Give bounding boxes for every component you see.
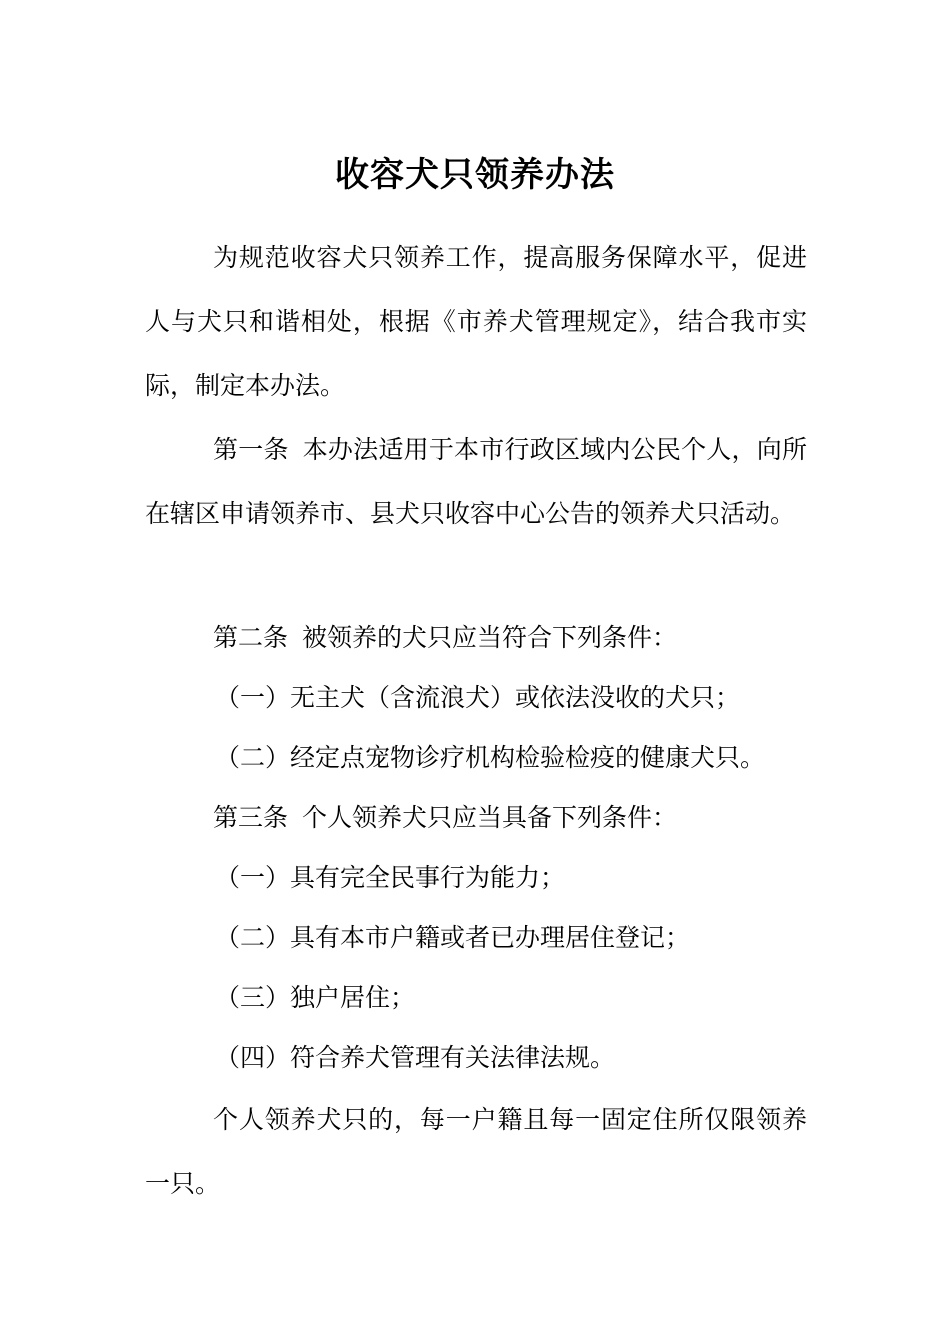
article-3-item-1: （一）具有完全民事行为能力； bbox=[215, 863, 566, 892]
article-2-text: 被领养的犬只应当符合下列条件： bbox=[302, 623, 678, 652]
article-2-item-2: （二）经定点宠物诊疗机构检验检疫的健康犬只。 bbox=[215, 743, 766, 772]
article-3-item-3: （三）独户居住； bbox=[215, 983, 416, 1012]
article-3-text: 个人领养犬只应当具备下列条件： bbox=[302, 803, 678, 832]
article-3-item-4: （四）符合养犬管理有关法律法规。 bbox=[215, 1043, 616, 1072]
preamble-paragraph: 为规范收容犬只领养工作，提高服务保障水平，促进人与犬只和谐相处，根据《市养犬管理规定》，结合我市实际，制定本办法。 bbox=[145, 243, 807, 400]
article-1-text: 本办法适用于本市行政区域内公民个人，向所在辖区申请领养市、县犬只收容中心公告的领养犬只活动。 bbox=[145, 435, 807, 528]
article-3-item-2: （二）具有本市户籍或者已办理居住登记； bbox=[215, 923, 691, 952]
article-3-label: 第三条 bbox=[213, 803, 289, 832]
article-3-paragraph bbox=[145, 786, 807, 850]
article-3-note-paragraph: 个人领养犬只的，每一户籍且每一固定住所仅限领养一只。 bbox=[145, 1105, 807, 1198]
article-1-label: 第一条 bbox=[213, 435, 289, 464]
article-1-paragraph bbox=[145, 418, 807, 546]
article-2-label: 第二条 bbox=[213, 623, 289, 652]
article-2-paragraph bbox=[145, 606, 807, 670]
document-title: 收容犬只领养办法 bbox=[335, 154, 615, 195]
article-2-item-1: （一）无主犬（含流浪犬）或依法没收的犬只； bbox=[215, 683, 741, 712]
